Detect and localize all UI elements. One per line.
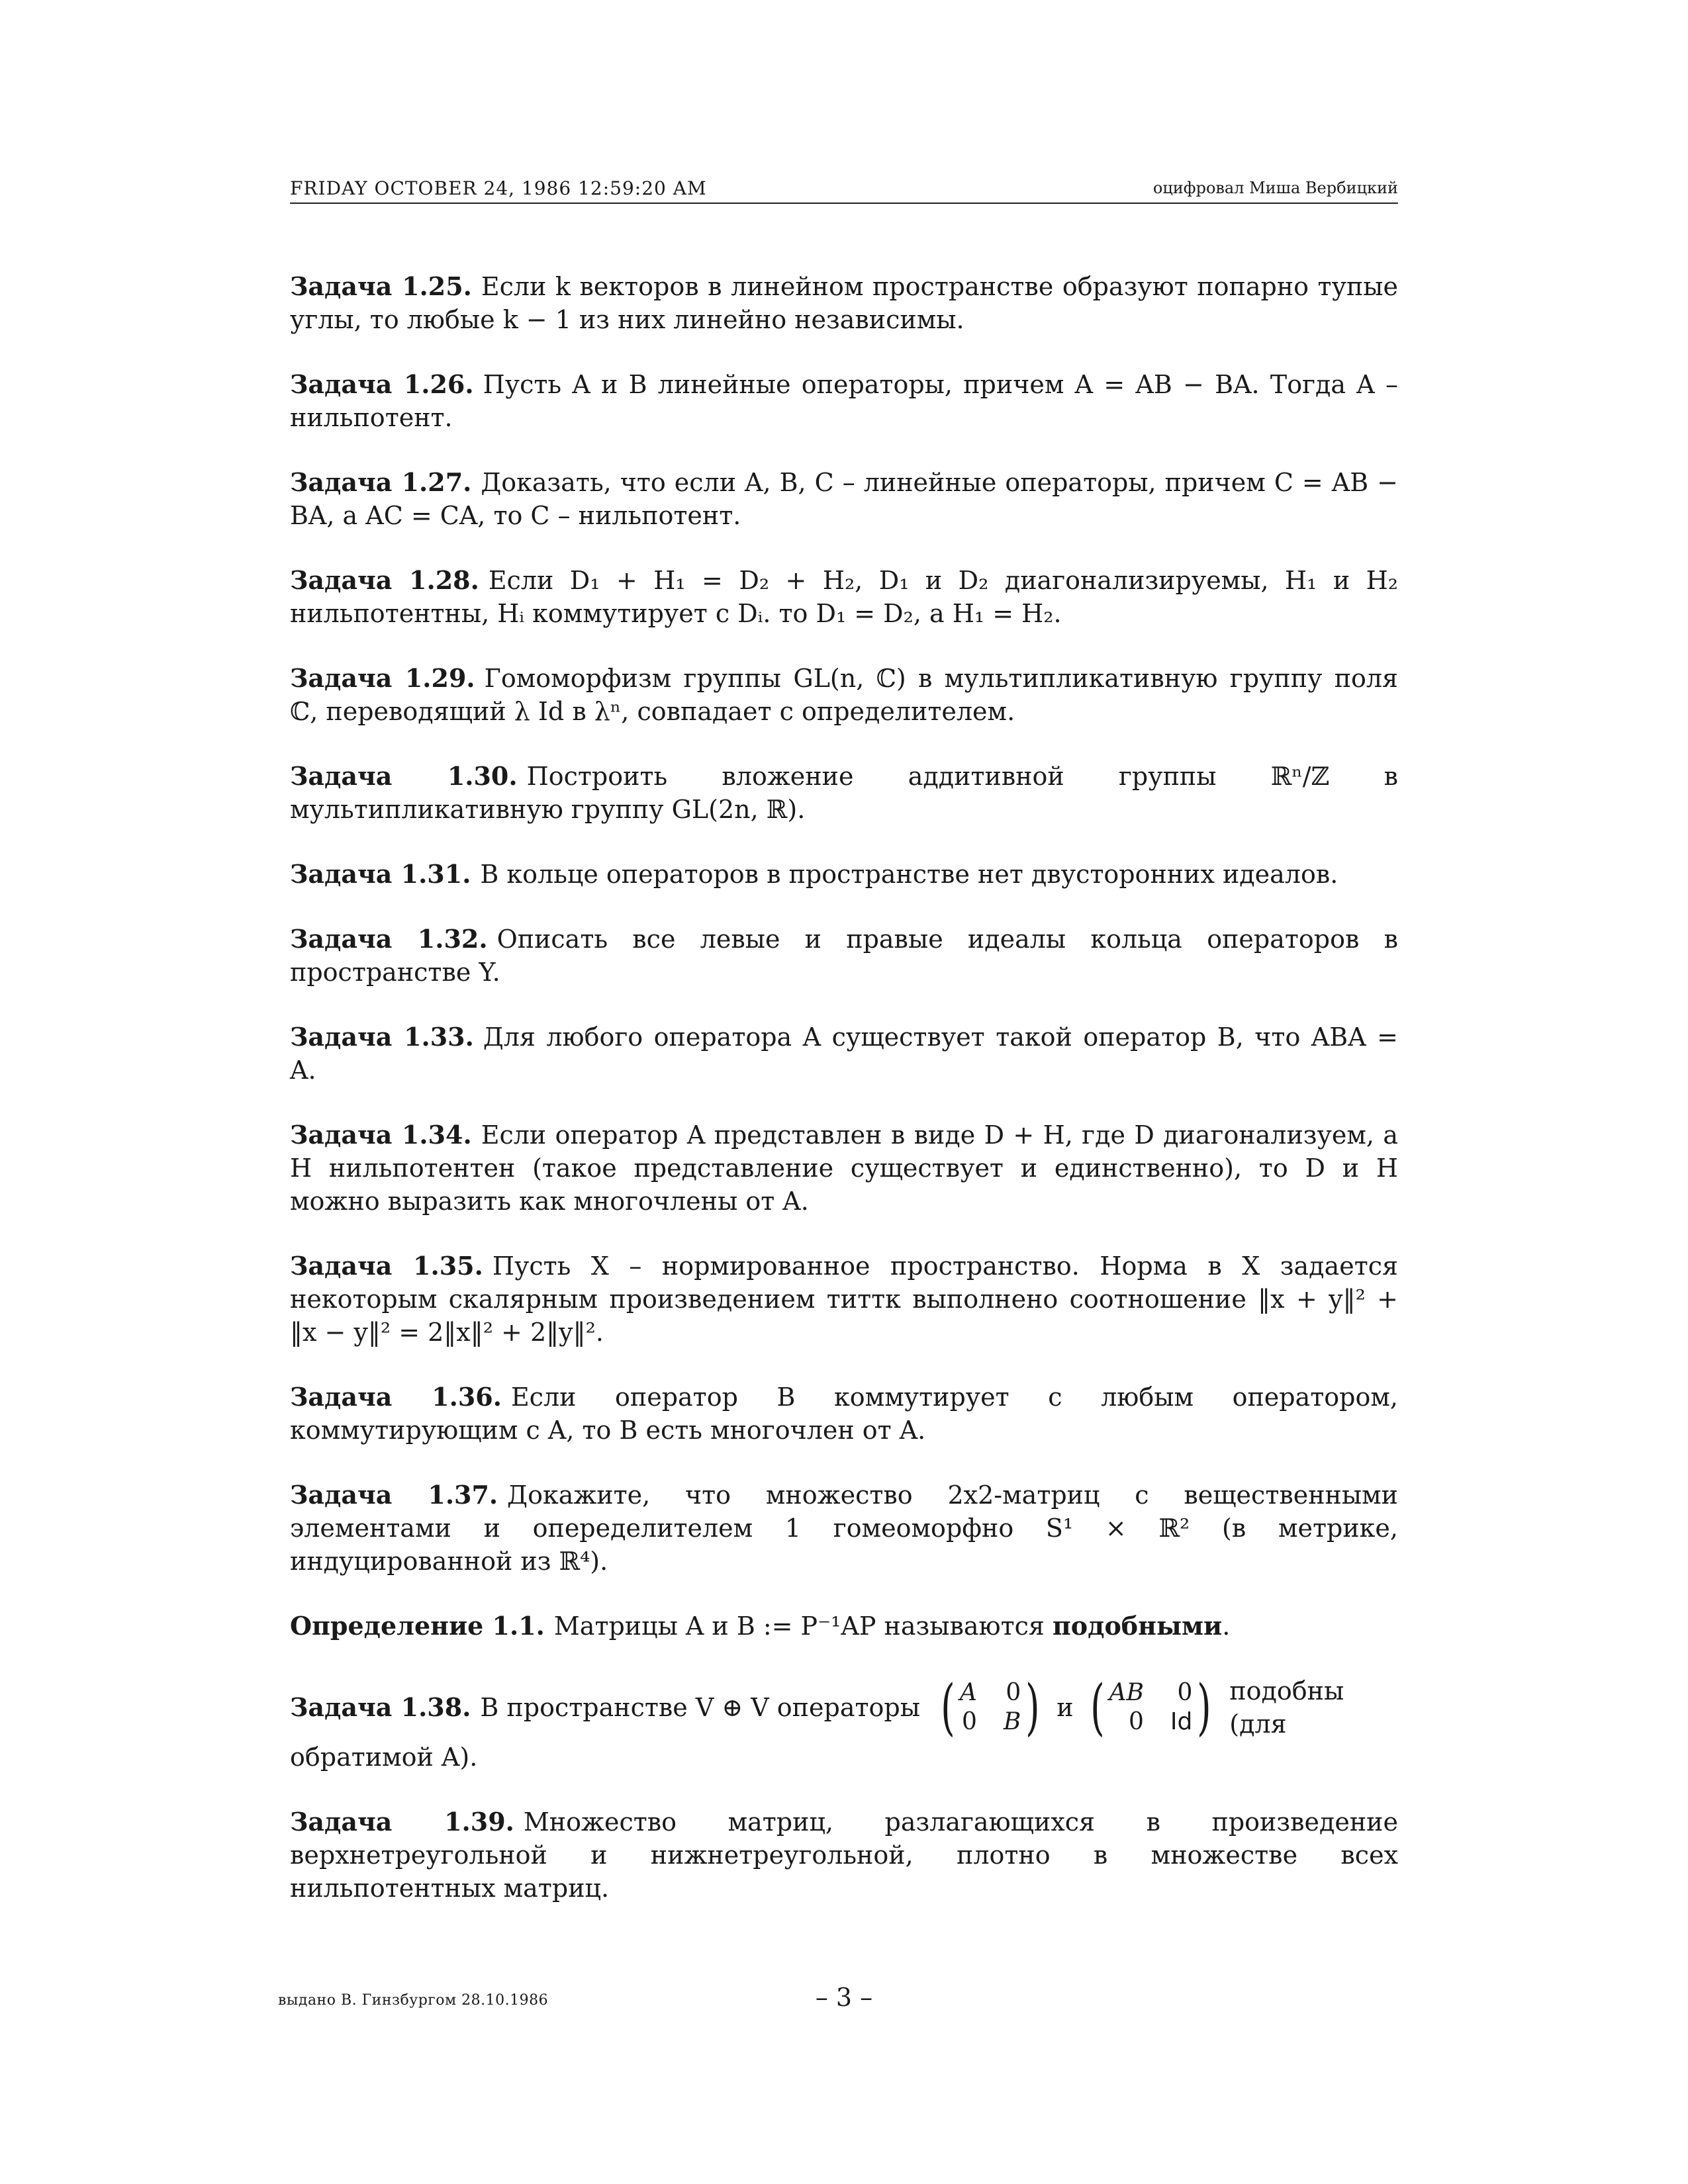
problem-label: Задача 1.27.	[290, 467, 472, 497]
matrix-cell: Id	[1170, 1708, 1193, 1735]
page-number: – 3 –	[815, 1983, 873, 2012]
problem-text: Построить вложение аддитивной группы ℝⁿ/ℤ в мультипликативную группу GL(2n, ℝ).	[290, 762, 1398, 824]
problem-label: Задача 1.38.	[290, 1692, 471, 1722]
matrix-cell: 0	[1177, 1679, 1193, 1706]
matrix-cell: A	[959, 1679, 977, 1706]
problem-1-28	[290, 564, 1398, 630]
problem-1-25	[290, 270, 1398, 336]
matrix-cell: 0	[1006, 1679, 1021, 1706]
problem-label: Задача 1.31.	[290, 859, 471, 889]
problem-label: Задача 1.33.	[290, 1022, 474, 1052]
problem-label: Задача 1.26.	[290, 369, 474, 399]
problem-1-31	[290, 858, 1398, 891]
problem-text: Доказать, что если A, B, C – линейные операторы, причем C = AB − BA, а AC = CA, то C – нильпотент.	[290, 468, 1399, 530]
problem-label: Задача 1.39.	[290, 1807, 514, 1837]
definition-period: .	[1222, 1612, 1231, 1641]
block-matrix-ab-id	[1086, 1672, 1217, 1743]
problem-1-27	[290, 466, 1398, 532]
problem-1-30	[290, 760, 1398, 826]
problem-1-36	[290, 1381, 1398, 1447]
problem-text: Описать все левые и правые идеалы кольца операторов в пространстве Y.	[290, 925, 1399, 987]
problem-text: Для любого оператора A существует такой оператор B, что ABA = A.	[290, 1023, 1398, 1085]
problem-text: Если D₁ + H₁ = D₂ + H₂, D₁ и D₂ диагонализируемы, H₁ и H₂ нильпотентны, Hᵢ коммутирует с Dᵢ. то D₁ = D₂, а H₁ = H₂.	[290, 566, 1399, 628]
definition-label: Определение 1.1.	[290, 1611, 545, 1641]
matrix-cell: 0	[961, 1708, 977, 1735]
problem-text: Докажите, что множество 2x2-матриц с вещественными элементами и опеределителем 1 гомеоморфно S¹ × ℝ² (в метрике, индуцированной из ℝ⁴).	[290, 1480, 1399, 1576]
problem-label: Задача 1.36.	[290, 1382, 502, 1412]
definition-text: Матрицы A и B := P⁻¹AP называются	[553, 1612, 1045, 1641]
right-paren: )	[1197, 1672, 1212, 1743]
conjunction: и	[1056, 1693, 1074, 1722]
problem-text: Пусть X – нормированное пространство. Норма в X задается некоторым скалярным произведением титтк выполнено соотношение ‖x + y‖² + ‖x − y‖² = 2‖x‖² + 2‖y‖².	[290, 1251, 1398, 1347]
problem-label: Задача 1.34.	[290, 1120, 472, 1150]
problem-text: Если оператор A представлен в виде D + H, где D диагонализуем, а H нильпотентен (такое представление существует и единственно), то D и H можно выразить как многочлены от A.	[290, 1120, 1399, 1216]
problem-label: Задача 1.28.	[290, 565, 479, 595]
problem-1-38-line1	[290, 1674, 1398, 1741]
matrix-cell: AB	[1109, 1679, 1144, 1706]
problem-1-26	[290, 368, 1398, 434]
problem-text: Гомоморфизм группы GL(n, ℂ) в мультипликативную группу поля ℂ, переводящий λ Id в λⁿ, совпадает с определителем.	[290, 664, 1399, 726]
header-digitizer-credit: оцифровал Миша Вербицкий	[1152, 179, 1398, 197]
problem-text: Множество матриц, разлагающихся в произведение верхнетреугольной и нижнетреугольной, плотно в множестве всех нильпотентных матриц.	[290, 1807, 1398, 1903]
problem-label: Задача 1.37.	[290, 1480, 498, 1510]
problem-1-38-line2: обратимой A).	[290, 1743, 478, 1772]
matrix-grid	[960, 1678, 1021, 1737]
problem-1-35	[290, 1250, 1398, 1349]
matrix-cell: 0	[1129, 1708, 1144, 1735]
definition-term: подобными	[1052, 1611, 1223, 1641]
problem-1-38	[290, 1674, 1398, 1774]
problem-text: Если k векторов в линейном пространстве образуют попарно тупые углы, то любые k − 1 из них линейно независимы.	[290, 272, 1398, 334]
right-paren: )	[1025, 1672, 1041, 1743]
block-matrix-a-b	[936, 1672, 1045, 1743]
problem-text: В пространстве V ⊕ V операторы	[480, 1693, 920, 1722]
left-paren: (	[941, 1672, 955, 1743]
problem-1-39	[290, 1805, 1398, 1905]
header-timestamp: FRIDAY OCTOBER 24, 1986 12:59:20 AM	[290, 177, 707, 199]
problem-label: Задача 1.25.	[290, 271, 472, 301]
definition-1-1	[290, 1610, 1398, 1643]
problem-label: Задача 1.35.	[290, 1251, 483, 1281]
problem-label: Задача 1.29.	[290, 663, 475, 693]
problem-1-29	[290, 662, 1398, 728]
matrix-grid	[1109, 1678, 1192, 1737]
problems-body	[290, 270, 1398, 1936]
matrix-cell: B	[1003, 1708, 1021, 1735]
problem-text: Если оператор B коммутирует с любым оператором, коммутирующим с A, то B есть многочлен от A.	[290, 1383, 1399, 1445]
problem-1-34	[290, 1118, 1398, 1218]
problem-1-37	[290, 1479, 1398, 1578]
problem-text: Пусть A и B линейные операторы, причем A = AB − BA. Тогда A – нильпотент.	[290, 370, 1398, 432]
problem-1-33	[290, 1021, 1398, 1087]
problem-text: В кольце операторов в пространстве нет двусторонних идеалов.	[480, 860, 1338, 889]
problem-text-tail: подобны (для	[1229, 1676, 1344, 1739]
page-header	[290, 177, 1398, 204]
footer-issued-by: выдано В. Гинзбургом 28.10.1986	[278, 1992, 549, 2009]
problem-label: Задача 1.32.	[290, 924, 488, 954]
problem-1-32	[290, 923, 1398, 989]
left-paren: (	[1090, 1672, 1105, 1743]
problem-label: Задача 1.30.	[290, 761, 518, 791]
